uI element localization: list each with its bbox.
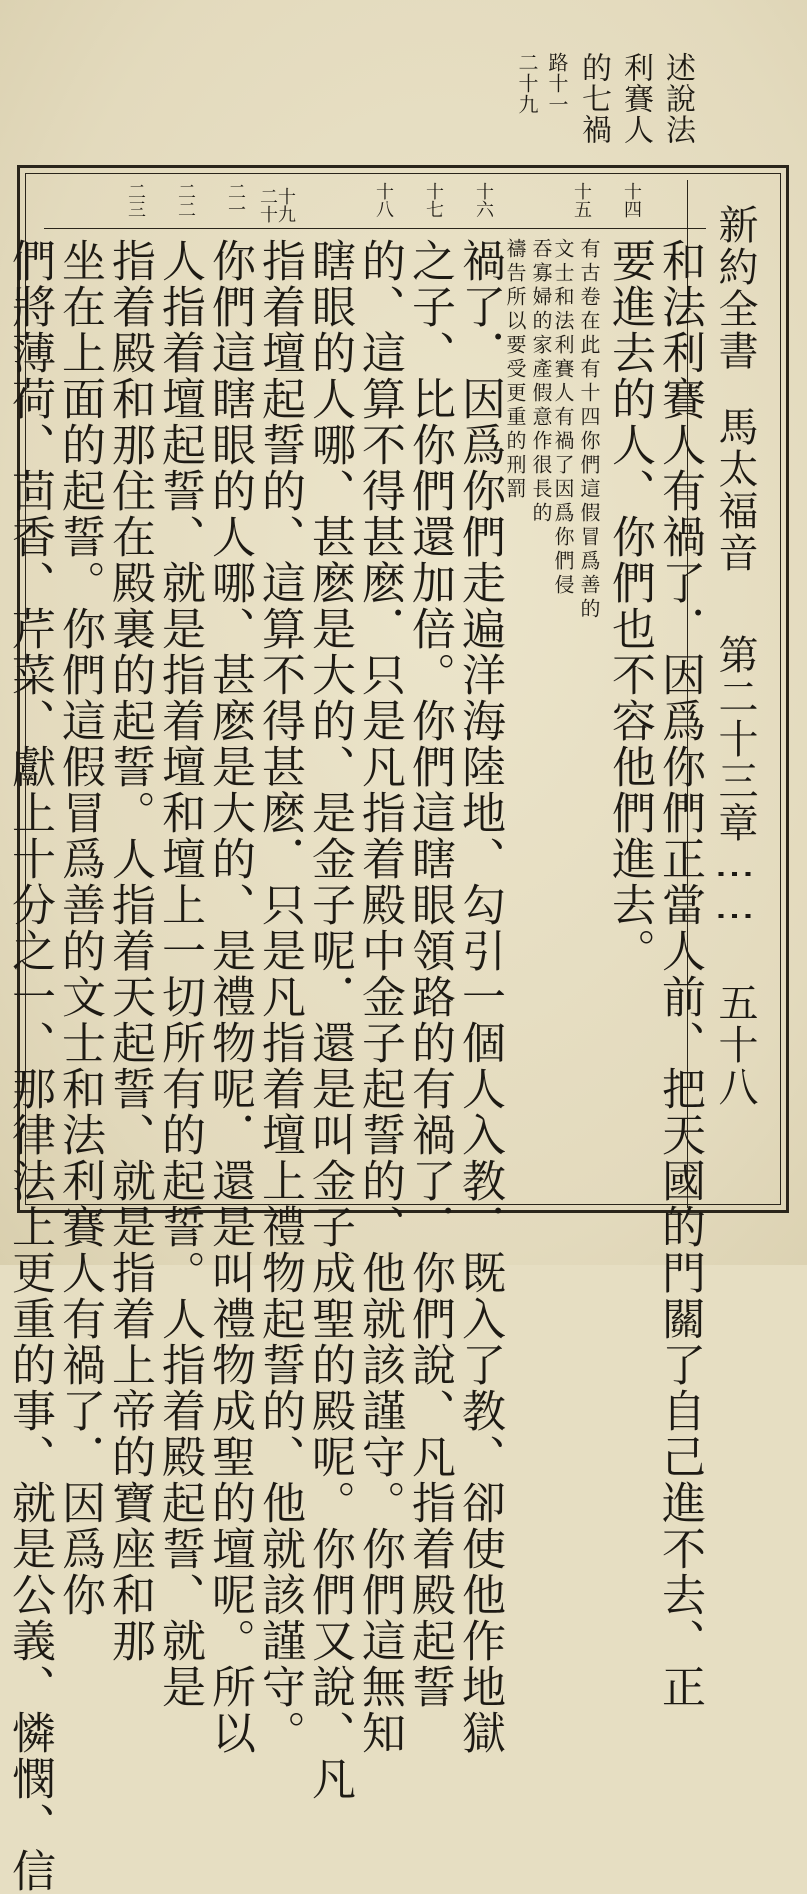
page-number: 五十八 (712, 982, 758, 1108)
footnote-column: 禱告所以要受更重的刑罰 (503, 238, 527, 502)
chapter-label: 第二十三章 (712, 634, 758, 844)
text-column: 禍了．因爲你們走遍洋海陸地、勾引一個人入教．既入了教、卻使他作地獄 (454, 238, 505, 1756)
verse-number: 二二 (175, 182, 196, 218)
verse-number: 十七 (423, 182, 444, 218)
verse-number: 十五 (571, 182, 592, 218)
text-column: 和法利賽人有禍了．因爲你們正當人前、把天國的門關了自己進不去、正 (654, 238, 705, 1710)
verse-number-strip (44, 174, 706, 229)
margin-note-col-1: 述說法 (660, 52, 695, 145)
margin-note-col-3: 的七禍 (576, 52, 611, 145)
verse-number: 十四 (621, 182, 642, 218)
bleed-through-text (20, 60, 56, 90)
verse-number: 十八 (373, 182, 394, 218)
text-column: 的、這算不得甚麽．只是凡指着殿中金子起誓的、他就該謹守。你們這無知 (354, 238, 405, 1756)
scripture-text (4, 238, 705, 1894)
margin-note-col-5: 二十九 (515, 52, 539, 115)
margin-note-col-2: 利賽人 (618, 52, 653, 145)
footnote-block (504, 238, 552, 1198)
footnote-column: 吞寡婦的家產假意作很長的 (529, 238, 553, 526)
chapter-dots: ⋮⋮ (712, 854, 758, 938)
verse-number: 二三 (125, 182, 146, 218)
text-column: 之子、比你們還加倍。你們這瞎眼領路的有禍了．你們說、凡指着殿起誓 (404, 238, 455, 1710)
book-series-title: 新約全書 (712, 204, 758, 372)
text-column: 指着壇起誓的、這算不得甚麽．只是凡指着壇上禮物起誓的、他就該謹守。 (254, 238, 305, 1756)
previous-page-margin-note (515, 52, 695, 145)
running-head (696, 194, 774, 1174)
margin-note-col-4: 路十一 (545, 52, 569, 115)
book-title: 馬太福音 (712, 406, 758, 574)
text-column: 指着殿和那住在殿裏的起誓。人指着天起誓、就是指着上帝的寶座和那 (104, 238, 155, 1664)
footnote-column: 有古卷在此有十四你們這假冒爲善的 (577, 238, 601, 622)
footnote-column: 文士和法利賽人有禍了因爲你們侵 (551, 238, 575, 598)
text-column: 你們這瞎眼的人哪、甚麽是大的、是禮物呢．還是叫禮物成聖的壇呢。所以 (204, 238, 255, 1756)
text-column: 人指着壇起誓、就是指着壇和壇上一切所有的起誓。人指着殿起誓、就是 (154, 238, 205, 1710)
page-frame-inner (4, 173, 781, 1894)
text-column: 要進去的人、你們也不容他們進去。 (604, 238, 655, 974)
page-frame (4, 165, 789, 1894)
text-column: 坐在上面的起誓。你們這假冒爲善的文士和法利賽人有禍了．因爲你 (54, 238, 105, 1618)
text-column: 瞎眼的人哪、甚麽是大的、是金子呢．還是叫金子成聖的殿呢。你們又說、凡 (304, 238, 355, 1802)
verse-number: 十九二十 (257, 187, 296, 223)
text-column: 們將薄荷、茴香、芹菜、獻上十分之一、那律法上更重的事、就是公義、憐憫、信 (4, 238, 55, 1894)
verse-number: 十六 (473, 182, 494, 218)
verse-number: 二一 (225, 182, 246, 218)
text-column-with-note (552, 238, 654, 1198)
